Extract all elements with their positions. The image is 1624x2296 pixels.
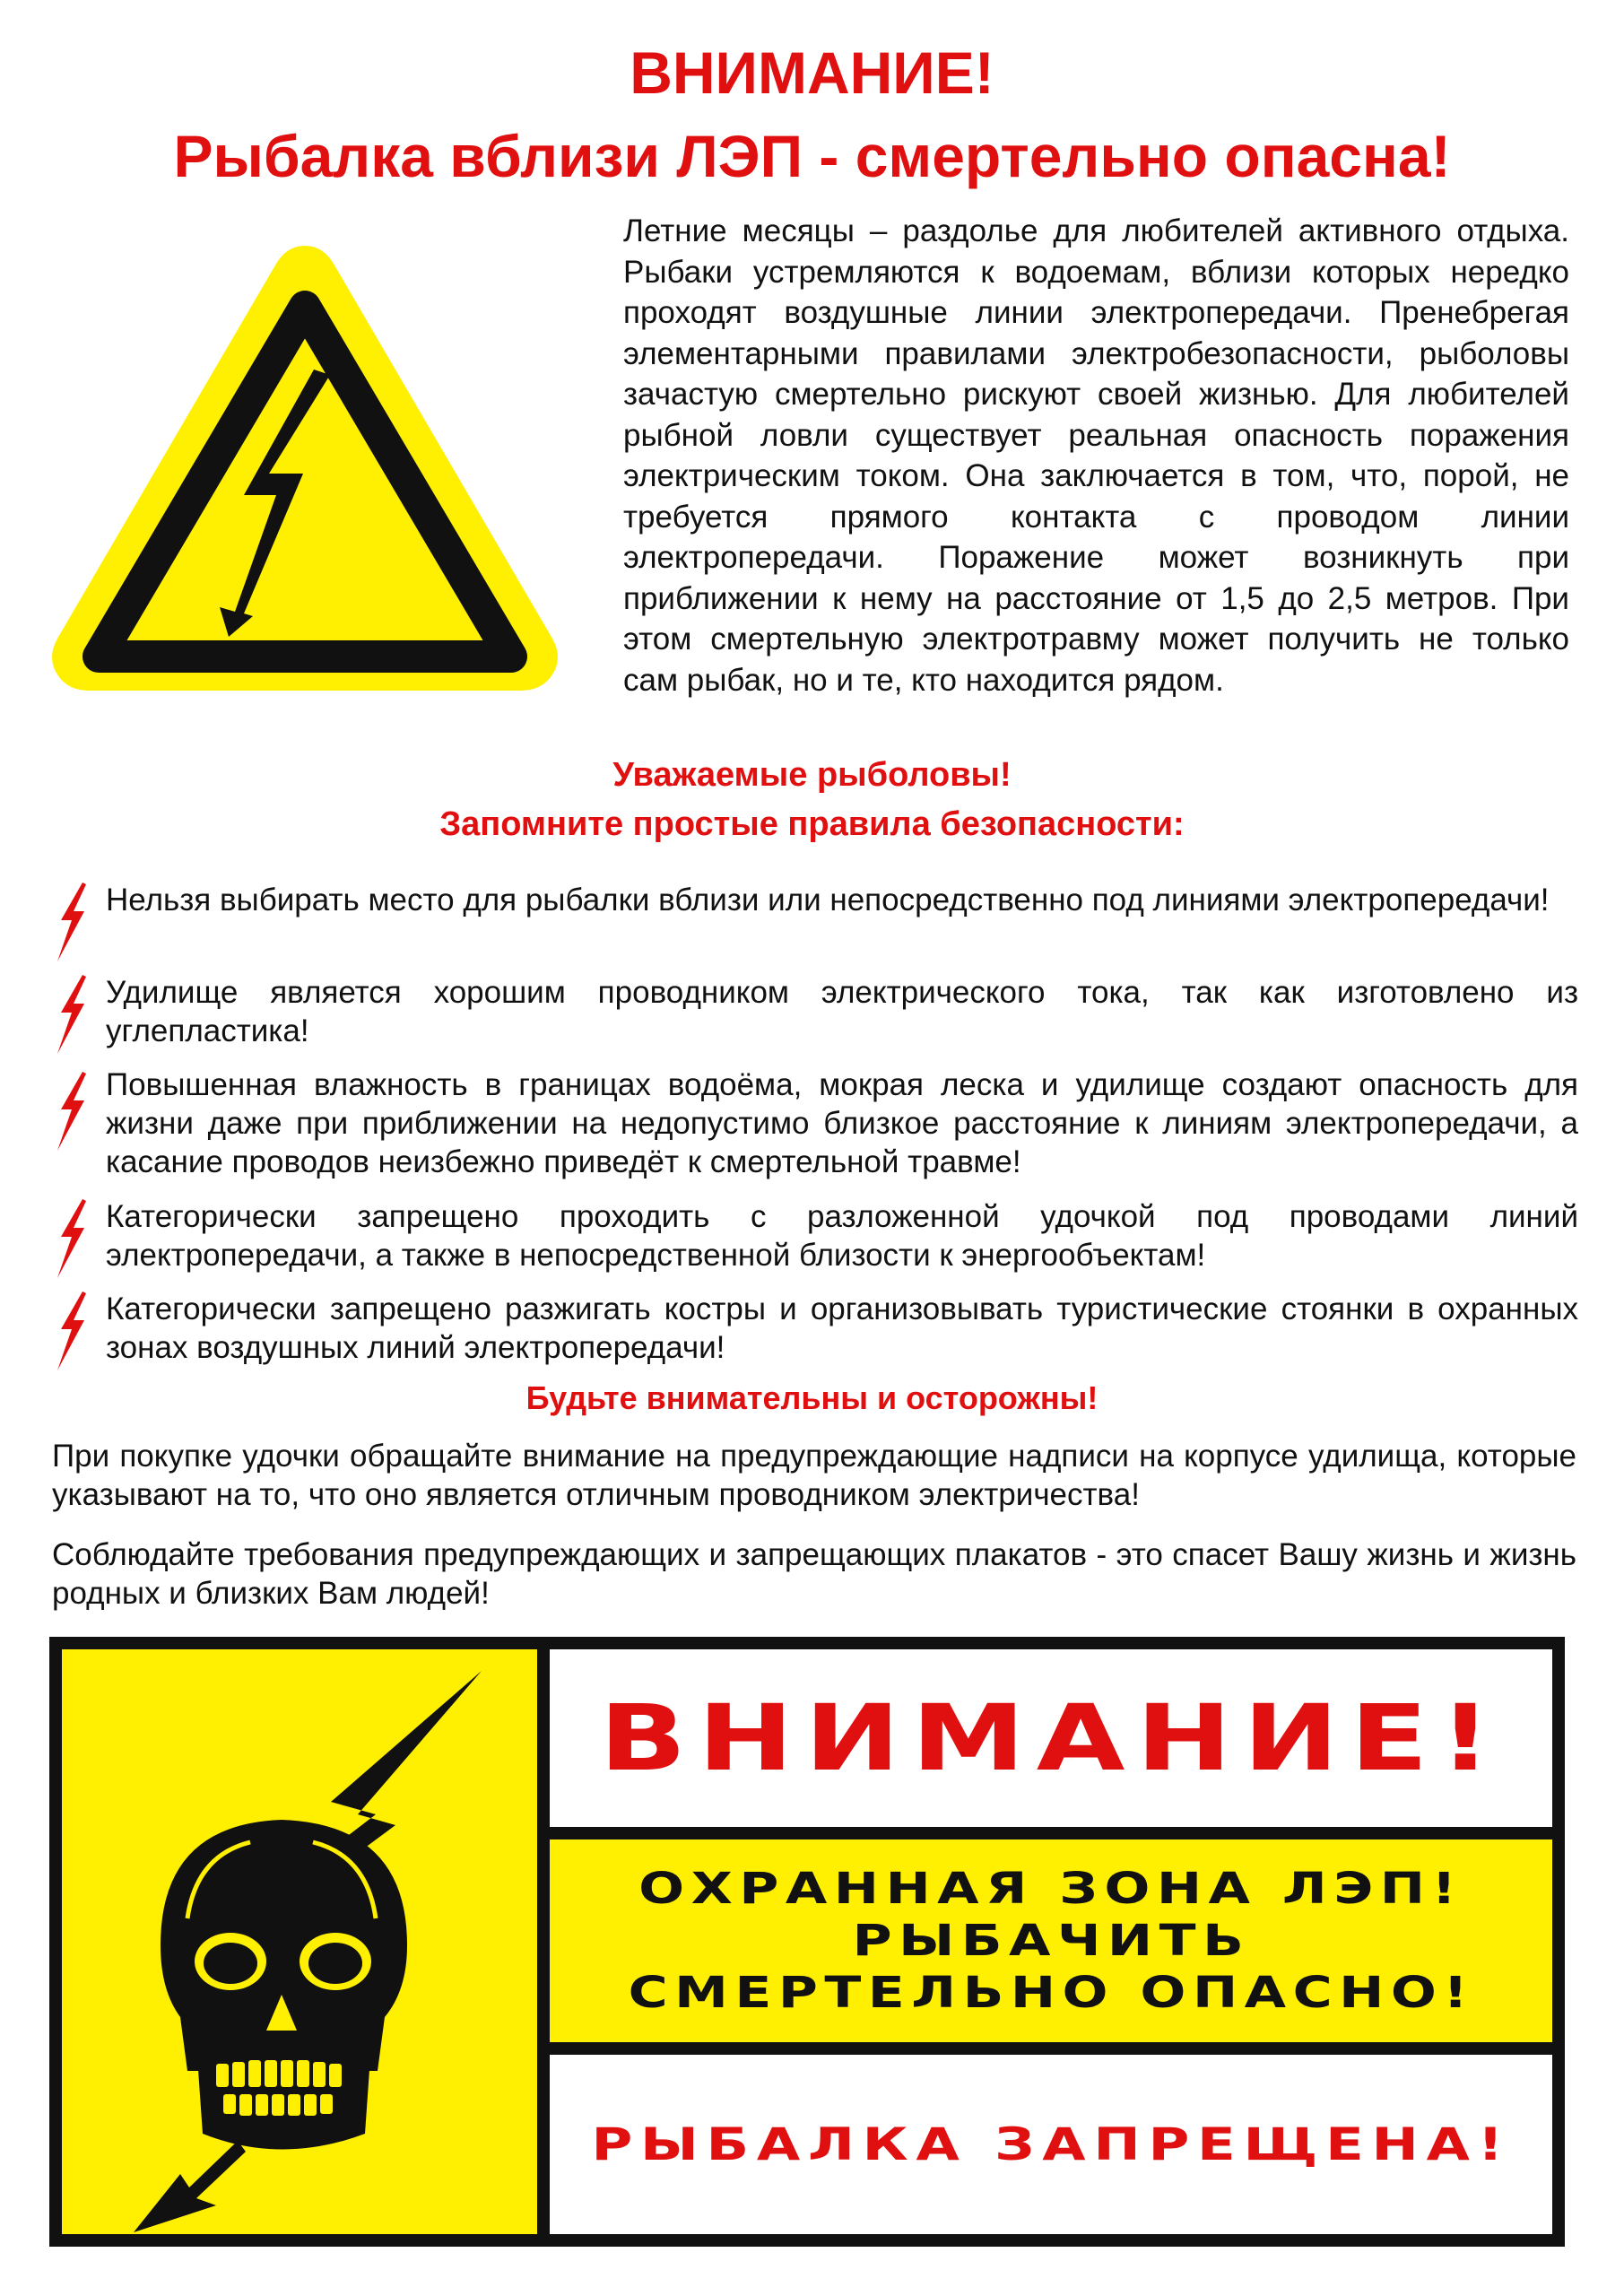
sign-zone: [550, 1839, 1552, 2042]
sign-attention-text: ВНИМАНИЕ!: [599, 1684, 1503, 1792]
lightning-bullet-icon: [54, 883, 90, 963]
rule-text: Удилище является хорошим проводником электрического тока, так как изготовлено из углепластика!: [106, 975, 1578, 1048]
page-title: ВНИМАНИЕ!: [630, 39, 994, 106]
purchase-advice: При покупке удочки обращайте внимание на предупреждающие надписи на корпусе удилища, которые указывают на то, что оно является отличным проводником электричества!: [52, 1439, 1576, 1512]
lightning-bullet-icon: [54, 1292, 90, 1372]
rules-heading: Запомните простые правила безопасности:: [439, 805, 1185, 843]
sign-zone-line3: СМЕРТЕЛЬНО ОПАСНО!: [628, 1968, 1474, 2018]
rule-text: Категорически запрещено разжигать костры и организовывать туристические стоянки в охранных зонах воздушных линий электропередачи!: [106, 1292, 1578, 1365]
rule-text: Категорически запрещено проходить с разложенной удочкой под проводами линий электропередачи, а также в непосредственной близости к энергообъектам!: [106, 1199, 1578, 1273]
sign-zone-line2: РЫБАЧИТЬ: [852, 1916, 1250, 1966]
page-subtitle: Рыбалка вблизи ЛЭП - смертельно опасна!: [173, 123, 1451, 189]
skull-panel: [62, 1649, 537, 2234]
warning-sign: [49, 1637, 1565, 2247]
sign-zone-line1: ОХРАННАЯ ЗОНА ЛЭП!: [638, 1864, 1463, 1914]
sign-prohibition: [550, 2055, 1552, 2234]
intro-text: Летние месяцы – раздолье для любителей активного отдыха. Рыбаки устремляются к водоемам, вблизи которых нередко проходят воздушные линии электропередачи. Пренебрегая элементарными правилами электробезопасности, рыболовы зачастую смертельно рискуют своей жизнью. Для любителей рыбной ловли существует реальная опасность поражения электрическим током. Она заключается в том, что, порой, не требуется прямого контакта с проводом линии электропередачи. Поражение может возникнуть при приближении к нему на расстояние от 1,5 до 2,5 метров. При этом смертельную электротравму может получить не только сам рыбак, но и те, кто находится рядом.: [623, 213, 1569, 698]
lightning-bullet-icon: [54, 1067, 90, 1157]
lightning-bullet-icon: [54, 975, 90, 1056]
rule-text: Нельзя выбирать место для рыбалки вблизи или непосредственно под линиями электропередачи!: [106, 883, 1550, 918]
sign-prohibition-text: РЫБАЛКА ЗАПРЕЩЕНА!: [591, 2118, 1511, 2170]
rule-text: Повышенная влажность в границах водоёма, мокрая леска и удилище создают опасность для жизни даже при приближении на недопустимо близкое расстояние к линиям электропередачи, а касание проводов неизбежно приведёт к смертельной травме!: [106, 1067, 1578, 1179]
sign-attention: [550, 1649, 1552, 1827]
caution-heading: Будьте внимательны и осторожны!: [525, 1379, 1099, 1416]
high-voltage-triangle-icon: [45, 235, 565, 701]
lightning-bullet-icon: [54, 1199, 90, 1280]
skull-lightning-icon: [62, 1649, 537, 2234]
poster-advice: Соблюдайте требования предупреждающих и запрещающих плакатов - это спасет Вашу жизнь и жизнь родных и близких Вам людей!: [52, 1537, 1576, 1611]
appeal-heading: Уважаемые рыболовы!: [612, 756, 1012, 794]
